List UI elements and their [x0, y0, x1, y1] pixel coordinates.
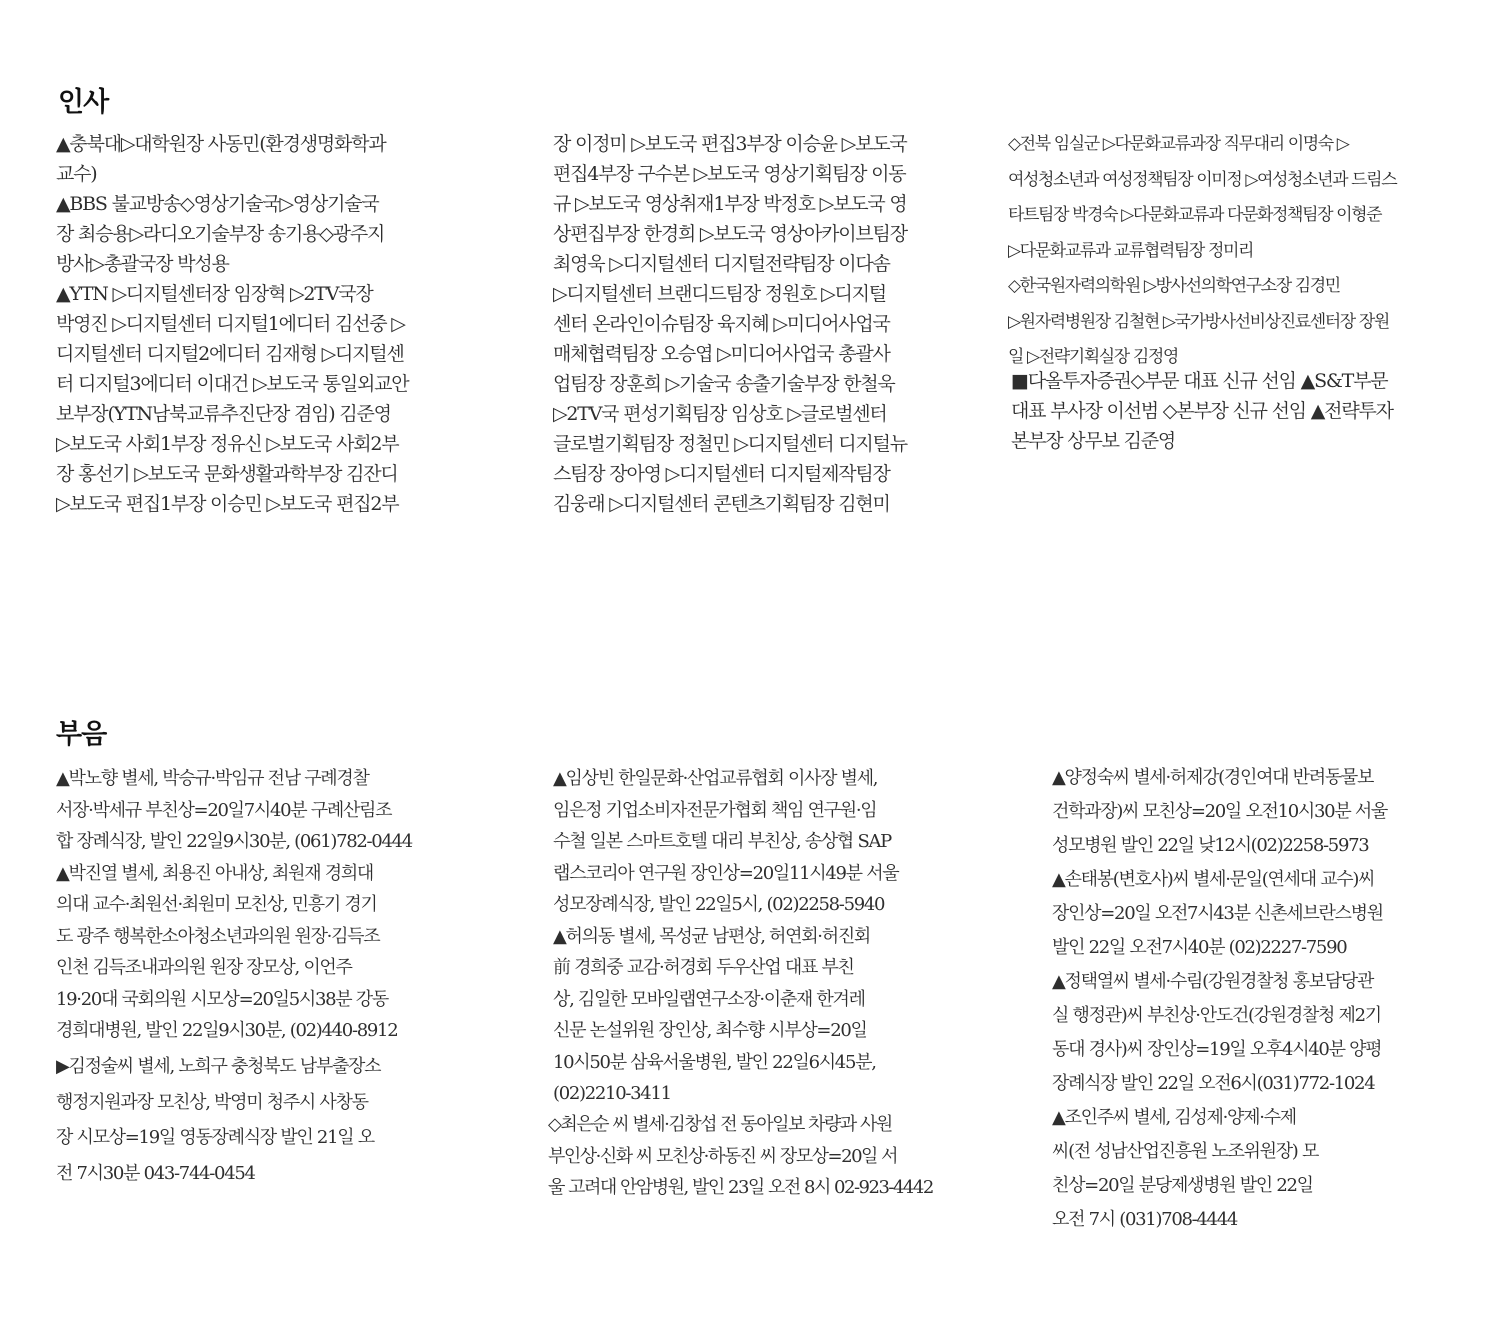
- section-title-insa: 인사: [58, 87, 109, 118]
- bueum-column-2-part-1: ▲임상빈 한일문화·산업교류협회 이사장 별세, 임은정 기업소비자전문가협회 책임 연구원·임 수철 일본 스마트호텔 대리 부친상, 송상협 SAP 랩스코리아 연구원 장인상=20일11시49분 서울 성모장례식장, 발인 22일5시, (02)2258-5940 ▲허의동 별세, 목성균 남편상, 허연회·허진회 前 경희중 교감·허경회 두우산업 대표 부친 상, 김일한 모바일랩연구소장·이춘재 한겨레 신문 논설위원 장인상, 최수향 시부상=20일 10시50분 삼육서울병원, 발인 22일6시45분, (02)2210-3411: [553, 768, 899, 1104]
- bueum-column-2-part-2: ◇최은순 씨 별세·김창섭 전 동아일보 차량과 사원 부인상·신화 씨 모친상·하동진 씨 장모상=20일 서 울 고려대 안암병원, 발인 23일 오전 8시 02-923-4442: [548, 1114, 933, 1198]
- insa-column-3-notices: ◇전북 임실군 ▷다문화교류과장 직무대리 이명숙 ▷ 여성청소년과 여성정책팀장 이미정 ▷여성청소년과 드림스 타트팀장 박경숙 ▷다문화교류과 다문화정책팀장 이형준 ▷다문화교류과 교류협력팀장 정미리 ◇한국원자력의학원 ▷방사선의학연구소장 김경민 ▷원자력병원장 김철현 ▷국가방사선비상진료센터장 장원 일 ▷전략기획실장 김정영: [1008, 134, 1397, 367]
- insa-column-2: 장 이정미 ▷보도국 편집3부장 이승윤 ▷보도국 편집4부장 구수본 ▷보도국 영상기획팀장 이동 규 ▷보도국 영상취재1부장 박정호 ▷보도국 영 상편집부장 한경희 ▷보도국 영상아카이브팀장 최영욱 ▷디지털센터 디지털전략팀장 이다솜 ▷디지털센터 브랜디드팀장 정원호 ▷디지털 센터 온라인이슈팀장 육지혜 ▷미디어사업국 매체협력팀장 오승엽 ▷미디어사업국 총괄사 업팀장 장훈희 ▷기술국 송출기술부장 한철욱 ▷2TV국 편성기획팀장 임상호 ▷글로벌센터 글로벌기획팀장 정철민 ▷디지털센터 디지털뉴 스팀장 장아영 ▷디지털센터 디지털제작팀장 김웅래 ▷디지털센터 콘텐츠기획팀장 김현미: [553, 133, 907, 515]
- insa-column-3-daol: ■다올투자증권◇부문 대표 신규 선임 ▲S&T부문 대표 부사장 이선범 ◇본부장 신규 선임 ▲전략투자 본부장 상무보 김준영: [1011, 370, 1393, 452]
- bueum-column-3: ▲양정숙씨 별세·허제강(경인여대 반려동물보 건학과장)씨 모친상=20일 오전10시30분 서울 성모병원 발인 22일 낮12시(02)2258-5973 ▲손태봉(변호사)씨 별세·문일(연세대 교수)씨 장인상=20일 오전7시43분 신촌세브란스병원 발인 22일 오전7시40분 (02)2227-7590 ▲정택열씨 별세·수림(강원경찰청 홍보담당관 실 행정관)씨 부친상·안도건(강원경찰청 제2기 동대 경사)씨 장인상=19일 오후4시40분 양평 장례식장 발인 22일 오전6시(031)772-1024 ▲조인주씨 별세, 김성제·양제·수제 씨(전 성남산업진흥원 노조위원장) 모 친상=20일 분당제생병원 발인 22일 오전 7시 (031)708-4444: [1052, 767, 1388, 1230]
- section-title-bueum: 부음: [56, 719, 107, 750]
- bueum-column-1-part-2: ▶김정술씨 별세, 노희구 충청북도 남부출장소 행정지원과장 모친상, 박영미 청주시 사창동 장 시모상=19일 영동장례식장 발인 21일 오 전 7시30분 043-744-0454: [56, 1056, 381, 1184]
- bueum-column-1-part-1: ▲박노향 별세, 박승규·박임규 전남 구례경찰 서장·박세규 부친상=20일7시40분 구례산림조 합 장례식장, 발인 22일9시30분, (061)782-0444 ▲박진열 별세, 최용진 아내상, 최원재 경희대 의대 교수·최원선·최원미 모친상, 민흥기 경기 도 광주 행복한소아청소년과의원 원장·김득조 인천 김득조내과의원 원장 장모상, 이언주 19·20대 국회의원 시모상=20일5시38분 강동 경희대병원, 발인 22일9시30분, (02)440-8912: [56, 768, 412, 1041]
- insa-column-1: ▲충북대▷대학원장 사동민(환경생명화학과 교수) ▲BBS 불교방송◇영상기술국▷영상기술국 장 최승용▷라디오기술부장 송기용◇광주지 방사▷총괄국장 박성용 ▲YTN ▷디지털센터장 임장혁 ▷2TV국장 박영진 ▷디지털센터 디지털1에디터 김선중 ▷ 디지털센터 디지털2에디터 김재형 ▷디지털센 터 디지털3에디터 이대건 ▷보도국 통일외교안 보부장(YTN남북교류추진단장 겸임) 김준영 ▷보도국 사회1부장 정유신 ▷보도국 사회2부 장 홍선기 ▷보도국 문화생활과학부장 김잔디 ▷보도국 편집1부장 이승민 ▷보도국 편집2부: [56, 133, 409, 515]
